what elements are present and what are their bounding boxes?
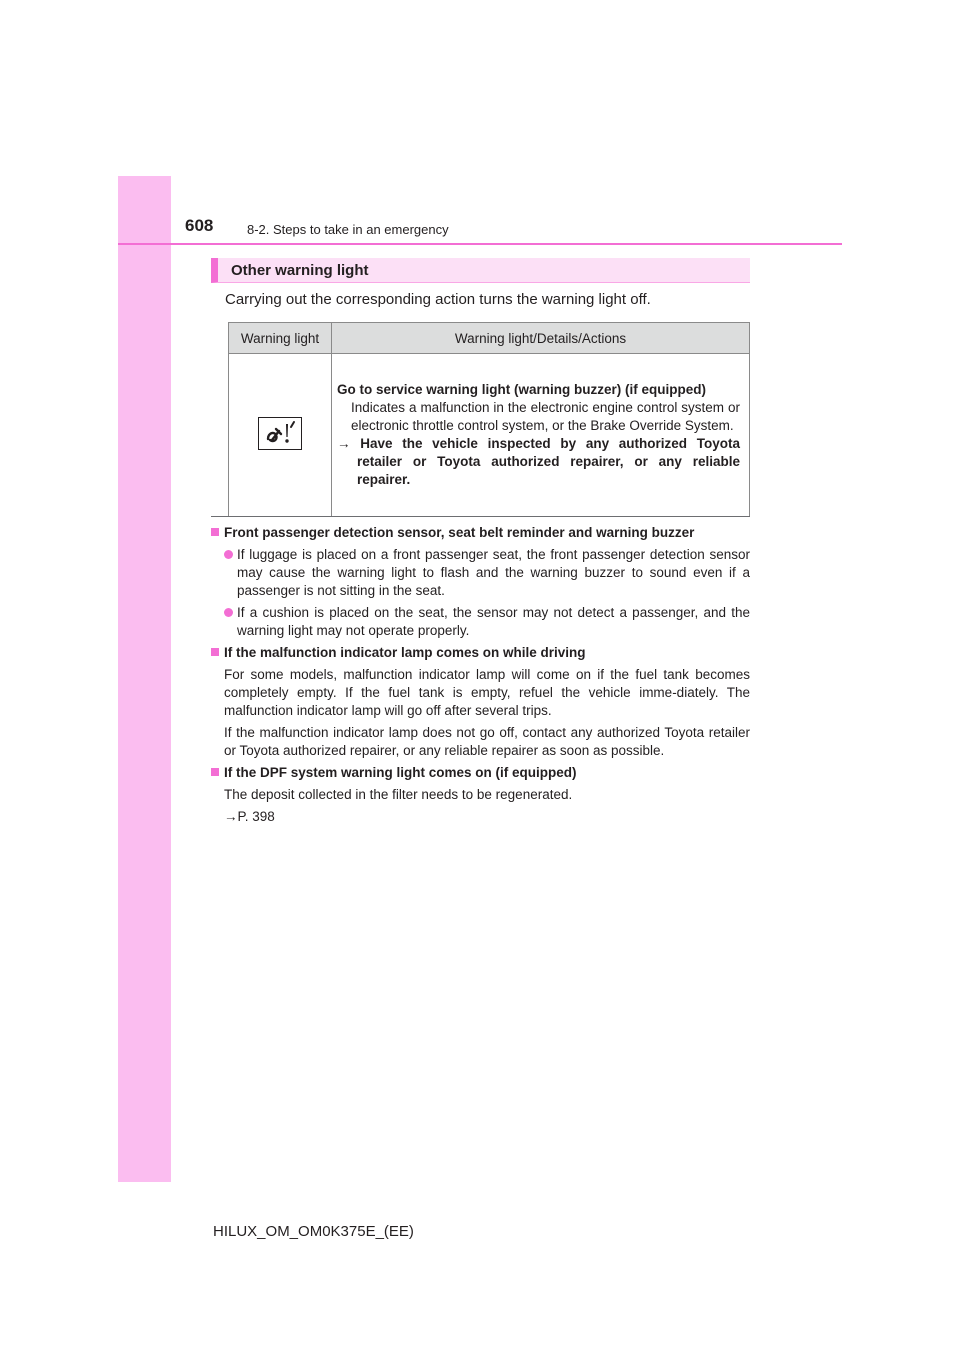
circle-bullet-icon: [224, 608, 233, 617]
list-item: [211, 604, 750, 640]
circle-bullet-icon: [224, 550, 233, 559]
header-divider: [118, 243, 842, 245]
note-heading-passenger: [211, 524, 750, 542]
chapter-sidebar-tab: [118, 176, 171, 1182]
list-item-text: If a cushion is placed on the seat, the sensor may not detect a passenger, and the warning light may not operate properly.: [237, 605, 750, 638]
warning-light-cell: [229, 354, 332, 517]
go-to-service-warning-icon: [258, 417, 302, 450]
note-heading-text: If the DPF system warning light comes on (if equipped): [224, 765, 577, 780]
section-title: Other warning light: [231, 262, 369, 279]
page-number: 608: [185, 216, 214, 235]
square-bullet-icon: [211, 768, 219, 776]
warning-light-description: Indicates a malfunction in the electronic engine control system or electronic throttle control system, or the Brake Override System.: [351, 400, 740, 433]
arrow-icon: →: [224, 809, 238, 824]
intro-text: Carrying out the corresponding action turns the warning light off.: [225, 291, 651, 308]
page-reference-link[interactable]: P. 398: [237, 809, 275, 824]
arrow-icon: →: [337, 436, 351, 451]
list-item: [211, 546, 750, 600]
page-reference: [211, 808, 750, 826]
note-heading-dpf: [211, 764, 750, 782]
table-row: [229, 354, 750, 517]
note-heading-text: Front passenger detection sensor, seat belt reminder and warning buzzer: [224, 525, 695, 540]
go-to-service-warning-glyph: [259, 418, 301, 449]
square-bullet-icon: [211, 528, 219, 536]
notes-section: [211, 524, 750, 830]
document-footer: HILUX_OM_OM0K375E_(EE): [213, 1223, 414, 1240]
section-breadcrumb: 8-2. Steps to take in an emergency: [247, 222, 449, 237]
column-header-details: Warning light/Details/Actions: [332, 323, 750, 354]
action-text: Have the vehicle inspected by any authorized Toyota retailer or Toyota authorized repairer, or any reliable repairer.: [357, 436, 740, 487]
table-header-row: [229, 323, 750, 354]
warning-light-title: Go to service warning light (warning buzzer) (if equipped): [337, 382, 707, 397]
details-cell: [332, 354, 750, 517]
warning-light-table: [228, 322, 750, 517]
paragraph: The deposit collected in the filter needs to be regenerated.: [224, 787, 573, 802]
paragraph: If the malfunction indicator lamp does not go off, contact any authorized Toyota retailer or Toyota authorized repairer, or any reliable repairer as soon as possible.: [224, 725, 750, 758]
note-heading-text: If the malfunction indicator lamp comes on while driving: [224, 645, 586, 660]
square-bullet-icon: [211, 648, 219, 656]
column-header-warning-light: Warning light: [229, 323, 332, 354]
warning-light-action: [337, 435, 740, 489]
notes-divider: [211, 516, 750, 517]
note-heading-malfunction: [211, 644, 750, 662]
section-title-bar: [211, 258, 750, 283]
list-item-text: If luggage is placed on a front passenger seat, the front passenger detection sensor may cause the warning light to flash and the warning buzzer to sound even if a passenger is not sitting in the seat.: [237, 547, 750, 598]
paragraph: For some models, malfunction indicator lamp will come on if the fuel tank becomes completely empty. If the fuel tank is empty, refuel the vehicle imme-diately. The malfunction indicator lamp will go off after several trips.: [224, 667, 750, 718]
